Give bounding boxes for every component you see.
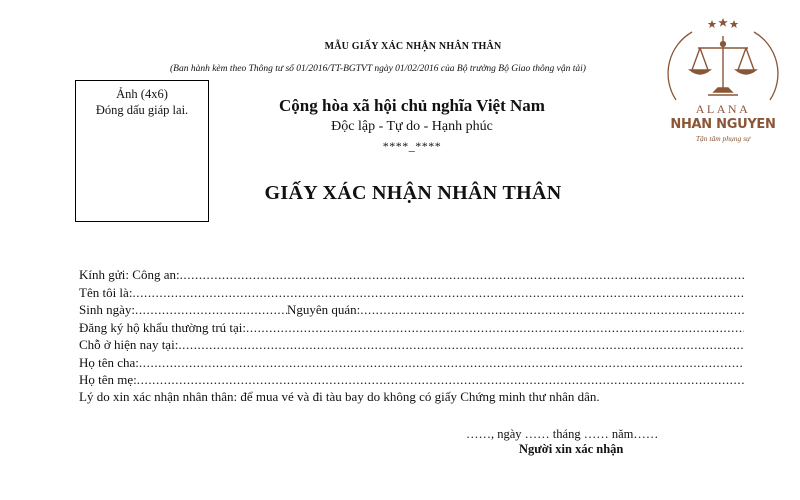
logo-brand-name: NHAN NGUYEN (670, 117, 776, 132)
field-mother-fill[interactable] (137, 372, 744, 388)
field-name-label: Tên tôi là: (79, 285, 133, 300)
photo-box-note: Đóng dấu giáp lai. (95, 103, 189, 117)
field-origin-label: Nguyên quán: (286, 302, 361, 317)
national-motto: Độc lập - Tự do - Hạnh phúc (331, 119, 493, 134)
field-current-address-label: Chỗ ở hiện nay tại: (79, 337, 179, 352)
field-current-address (79, 337, 744, 353)
field-mother (79, 372, 744, 388)
date-line: ……, ngày …… tháng …… năm…… (466, 427, 659, 441)
field-father (79, 355, 744, 371)
field-name (79, 285, 744, 301)
field-dob-label: Sinh ngày: (79, 302, 135, 317)
document-title: GIẤY XÁC NHẬN NHÂN THÂN (264, 182, 562, 204)
field-recipient-label: Kính gửi: Công an: (79, 267, 180, 282)
field-residence-fill[interactable] (246, 320, 744, 336)
field-residence-label: Đăng ký hộ khẩu thường trú tại: (79, 320, 247, 335)
signer-label: Người xin xác nhận (519, 442, 624, 456)
field-recipient (79, 267, 744, 283)
brand-logo (662, 14, 784, 144)
reason-text: Lý do xin xác nhận nhân thân: để mua vé và đi tàu bay do không có giấy Chứng minh thư nhân dân. (79, 389, 600, 404)
form-code: MẪU GIẤY XÁC NHẬN NHÂN THÂN (324, 41, 502, 52)
logo-brand-top: ALANA (695, 102, 751, 116)
legal-basis: (Ban hành kèm theo Thông tư số 01/2016/TT-BGTVT ngày 01/02/2016 của Bộ trưởng Bộ Giao thông vận tải) (170, 64, 586, 74)
field-mother-label: Họ tên mẹ: (79, 372, 137, 387)
field-current-address-fill[interactable] (178, 337, 744, 353)
field-dob-origin (79, 302, 744, 318)
field-residence (79, 320, 744, 336)
country-name: Cộng hòa xã hội chủ nghĩa Việt Nam (279, 96, 545, 115)
logo-tagline: Tận tâm phụng sự (695, 134, 751, 143)
field-recipient-fill[interactable] (180, 267, 744, 283)
field-father-label: Họ tên cha: (79, 355, 139, 370)
field-origin-fill[interactable] (360, 302, 744, 318)
field-father-fill[interactable] (139, 355, 744, 371)
header-separator: ****_**** (382, 139, 442, 153)
field-name-fill[interactable] (132, 285, 744, 301)
field-dob-fill[interactable] (135, 302, 287, 318)
photo-box-size: Ảnh (4x6) (116, 87, 168, 101)
